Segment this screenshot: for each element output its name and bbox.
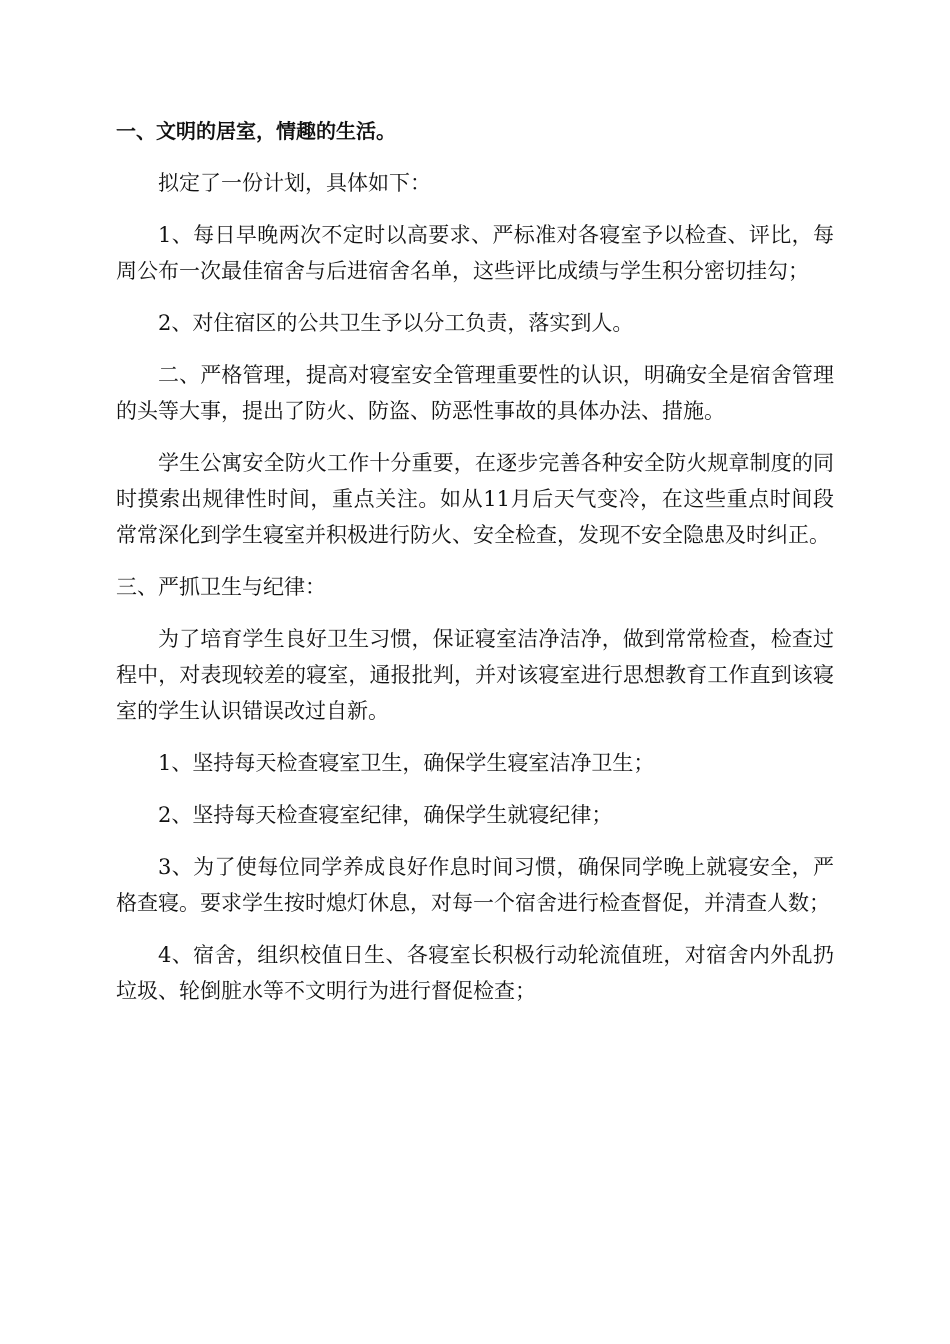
paragraph: 二、严格管理，提高对寝室安全管理重要性的认识，明确安全是宿舍管理的头等大事，提出了防火、防盗、防恶性事故的具体办法、措施。 (116, 363, 834, 423)
document-page (116, 113, 834, 1025)
paragraph: 学生公寓安全防火工作十分重要，在逐步完善各种安全防火规章制度的同时摸索出规律性时间，重点关注。如从11月后天气变冷，在这些重点时间段常常深化到学生寝室并积极进行防火、安全检查，发现不安全隐患及时纠正。 (116, 451, 834, 547)
paragraph: 4、宿舍，组织校值日生、各寝室长积极行动轮流值班，对宿舍内外乱扔垃圾、轮倒脏水等不文明行为进行督促检查； (116, 943, 834, 1003)
paragraph: 1、坚持每天检查寝室卫生，确保学生寝室洁净卫生； (158, 751, 655, 775)
section-heading: 一、文明的居室，情趣的生活。 (116, 119, 396, 143)
paragraph: 拟定了一份计划，具体如下： (158, 171, 431, 195)
paragraph: 3、为了使每位同学养成良好作息时间习惯，确保同学晚上就寝安全，严格查寝。要求学生按时熄灯休息，对每一个宿舍进行检查督促，并清查人数； (116, 855, 834, 915)
paragraph: 为了培育学生良好卫生习惯，保证寝室洁净洁净，做到常常检查，检查过程中，对表现较差的寝室，通报批判，并对该寝室进行思想教育工作直到该寝室的学生认识错误改过自新。 (116, 627, 834, 723)
paragraph: 2、坚持每天检查寝室纪律，确保学生就寝纪律； (158, 803, 613, 827)
paragraph: 1、每日早晚两次不定时以高要求、严标准对各寝室予以检查、评比，每周公布一次最佳宿舍与后进宿舍名单，这些评比成绩与学生积分密切挂勾； (116, 223, 834, 283)
paragraph: 2、对住宿区的公共卫生予以分工负责，落实到人。 (158, 311, 634, 335)
section-heading-3: 三、严抓卫生与纪律： (116, 575, 326, 599)
